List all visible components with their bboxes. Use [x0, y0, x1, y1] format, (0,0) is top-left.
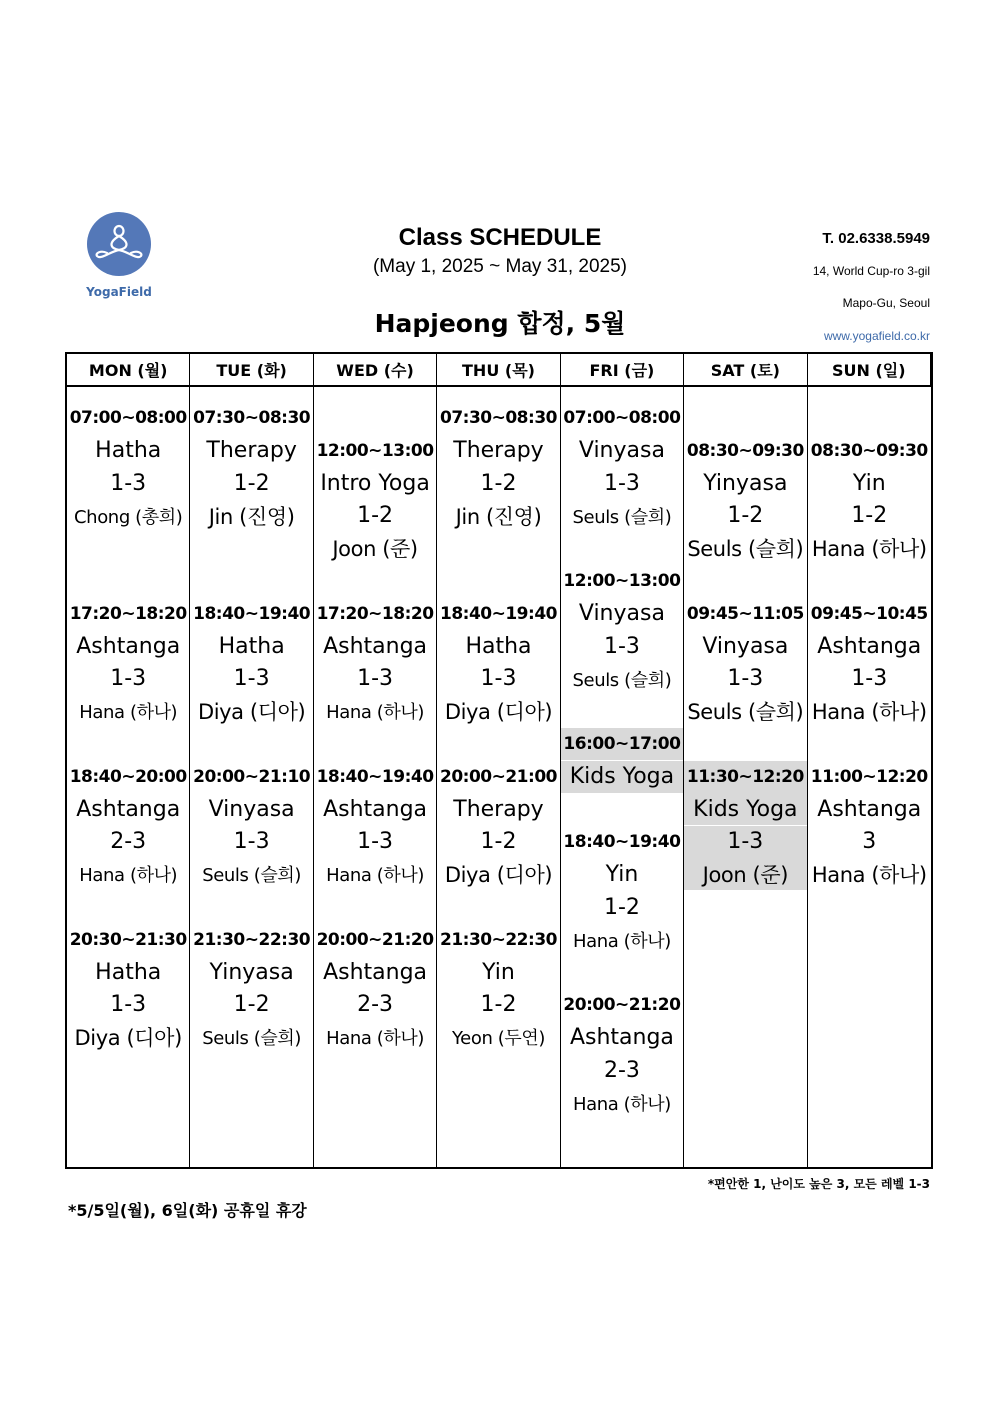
class-time: 21:30~22:30 [440, 929, 557, 950]
class-time: 12:00~13:00 [563, 571, 681, 591]
class-time: 07:30~08:30 [193, 408, 311, 428]
branch-name: Hapjeong 합정, 5월 [374, 309, 626, 338]
day-header-wed: WED (수) [314, 354, 437, 387]
class-name: Hatha [95, 438, 162, 464]
class-name: Ashtanga [323, 796, 428, 822]
class-level: 1-2 [233, 992, 270, 1018]
class-name: Yinyasa [703, 470, 788, 496]
class-time: 17:20~18:20 [69, 603, 187, 624]
class-level: 1-3 [480, 666, 517, 692]
day-header-fri: FRI (금) [561, 354, 684, 387]
contact-address-line1: 14, World Cup-ro 3-gil [812, 264, 930, 278]
class-level: 1-3 [684, 826, 806, 858]
instructor-name: Diya (디아) [197, 700, 306, 725]
instructor-name: Hana (하나) [572, 1093, 671, 1115]
day-header-mon: MON (월) [67, 354, 190, 387]
class-level: 1-3 [851, 666, 888, 692]
class-level: 3 [862, 829, 877, 855]
instructor-name: Joon (준) [332, 537, 418, 562]
class-level: 1-3 [233, 666, 270, 692]
schedule-title: Class SCHEDULE [398, 224, 602, 251]
class-level: 1-3 [603, 633, 640, 659]
instructor-name: Seuls (슬희) [572, 506, 672, 528]
class-name: Hatha [95, 959, 162, 985]
contact-phone: T. 02.6338.5949 [822, 230, 930, 247]
level-note: *편안한 1, 난이도 높은 3, 모든 레벨 1-3 [707, 1177, 930, 1191]
instructor-name: Seuls (슬희) [572, 669, 672, 691]
class-name: Hatha [465, 633, 532, 659]
day-header-thu: THU (목) [437, 354, 560, 387]
class-time: 08:30~09:30 [810, 440, 928, 461]
class-name: Kids Yoga [684, 793, 806, 825]
schedule-table [65, 352, 933, 1169]
class-time: 07:00~08:00 [563, 408, 681, 428]
class-time: 12:00~13:00 [316, 440, 434, 461]
class-name: Yin [482, 959, 515, 985]
class-name: Ashtanga [76, 633, 181, 659]
class-time: 18:40~19:40 [440, 603, 557, 624]
class-level: 1-3 [110, 470, 147, 496]
class-level: 1-3 [357, 666, 394, 692]
class-level: 1-3 [233, 829, 270, 855]
class-time: 08:30~09:30 [686, 440, 804, 461]
class-level: 1-2 [603, 894, 640, 920]
class-time: 20:00~21:20 [563, 994, 681, 1015]
day-column-thu [437, 387, 560, 1167]
class-name: Ashtanga [569, 1024, 674, 1050]
class-level: 2-3 [110, 829, 147, 855]
class-name: Vinyasa [578, 601, 665, 627]
instructor-name: Hana (하나) [326, 865, 425, 887]
instructor-name: Hana (하나) [811, 537, 927, 562]
class-name: Vinyasa [702, 633, 789, 659]
class-level: 1-3 [727, 666, 764, 692]
day-header-sun: SUN (일) [808, 354, 931, 387]
day-column-sat [684, 387, 807, 1167]
class-level: 1-3 [110, 992, 147, 1018]
class-time: 20:30~21:30 [69, 929, 187, 950]
class-name: Ashtanga [817, 796, 922, 822]
instructor-name: Seuls (슬희) [687, 700, 804, 725]
class-level: 1-2 [480, 992, 517, 1018]
class-time: 21:30~22:30 [193, 929, 311, 950]
instructor-name: Yeon (두연) [451, 1028, 546, 1050]
instructor-name: Seuls (슬희) [687, 537, 804, 562]
class-name: Yin [605, 861, 639, 887]
day-header-tue: TUE (화) [190, 354, 313, 387]
class-level: 1-2 [851, 503, 888, 529]
class-name: Yinyasa [209, 959, 294, 985]
instructor-name: Jin (진영) [208, 504, 295, 529]
instructor-name: Hana (하나) [811, 700, 927, 725]
class-name: Therapy [206, 438, 297, 464]
class-time: 11:00~12:20 [810, 766, 928, 787]
instructor-name: Jin (진영) [455, 504, 542, 529]
class-level: 1-2 [727, 503, 764, 529]
class-level: 1-3 [603, 470, 640, 496]
class-name: Ashtanga [323, 633, 428, 659]
class-time: 20:00~21:10 [193, 766, 311, 787]
instructor-name: Diya (디아) [74, 1026, 182, 1051]
class-time: 20:00~21:20 [316, 929, 434, 950]
instructor-name: Hana (하나) [811, 863, 927, 888]
instructor-name: Hana (하나) [326, 1028, 425, 1050]
class-name: Vinyasa [208, 796, 295, 822]
instructor-name: Hana (하나) [79, 865, 178, 887]
instructor-name: Chong (총희) [74, 506, 183, 528]
class-time: 07:30~08:30 [440, 408, 557, 428]
class-level: 1-3 [357, 829, 394, 855]
class-level: 1-2 [357, 503, 394, 529]
class-name: Ashtanga [817, 633, 922, 659]
day-column-fri [561, 387, 684, 1167]
class-name: Hatha [218, 633, 285, 659]
instructor-name: Joon (준) [684, 858, 806, 890]
class-level: 1-2 [233, 470, 270, 496]
class-time: 16:00~17:00 [561, 728, 683, 760]
day-header-sat: SAT (토) [684, 354, 807, 387]
instructor-name: Hana (하나) [572, 930, 671, 952]
class-time: 09:45~11:05 [686, 603, 804, 624]
class-time: 09:45~10:45 [810, 603, 928, 624]
class-level: 2-3 [603, 1057, 640, 1083]
class-time: 18:40~19:40 [563, 831, 681, 852]
class-time: 20:00~21:00 [440, 766, 557, 787]
class-time: 18:40~20:00 [69, 766, 187, 787]
logo-text: YogaField [86, 285, 152, 299]
class-level: 1-3 [110, 666, 147, 692]
class-name: Therapy [453, 438, 544, 464]
day-column-tue [190, 387, 313, 1167]
class-time: 17:20~18:20 [316, 603, 434, 624]
class-name: Ashtanga [323, 959, 428, 985]
contact-address-line2: Mapo-Gu, Seoul [842, 296, 930, 310]
class-level: 1-2 [480, 829, 517, 855]
class-name: Kids Yoga [561, 761, 683, 793]
class-name: Vinyasa [578, 438, 665, 464]
class-time: 18:40~19:40 [193, 603, 311, 624]
class-level: 1-2 [480, 470, 517, 496]
contact-website[interactable]: www.yogafield.co.kr [823, 329, 930, 343]
instructor-name: Seuls (슬희) [202, 865, 302, 887]
class-name: Yin [852, 470, 886, 496]
schedule-period: (May 1, 2025 ~ May 31, 2025) [372, 256, 627, 277]
class-name: Ashtanga [76, 796, 181, 822]
day-column-wed [314, 387, 437, 1167]
class-time: 11:30~12:20 [684, 761, 806, 793]
day-column-sun [808, 387, 931, 1167]
instructor-name: Hana (하나) [326, 702, 425, 724]
class-time: 18:40~19:40 [316, 766, 434, 787]
day-column-mon [67, 387, 190, 1167]
class-time: 07:00~08:00 [69, 408, 187, 428]
class-level: 2-3 [357, 992, 394, 1018]
holiday-note: *5/5일(월), 6일(화) 공휴일 휴강 [68, 1201, 307, 1220]
instructor-name: Diya (디아) [444, 700, 553, 725]
class-name: Therapy [453, 796, 544, 822]
class-name: Intro Yoga [320, 470, 430, 496]
instructor-name: Diya (디아) [444, 863, 553, 888]
instructor-name: Hana (하나) [79, 702, 178, 724]
instructor-name: Seuls (슬희) [202, 1028, 302, 1050]
